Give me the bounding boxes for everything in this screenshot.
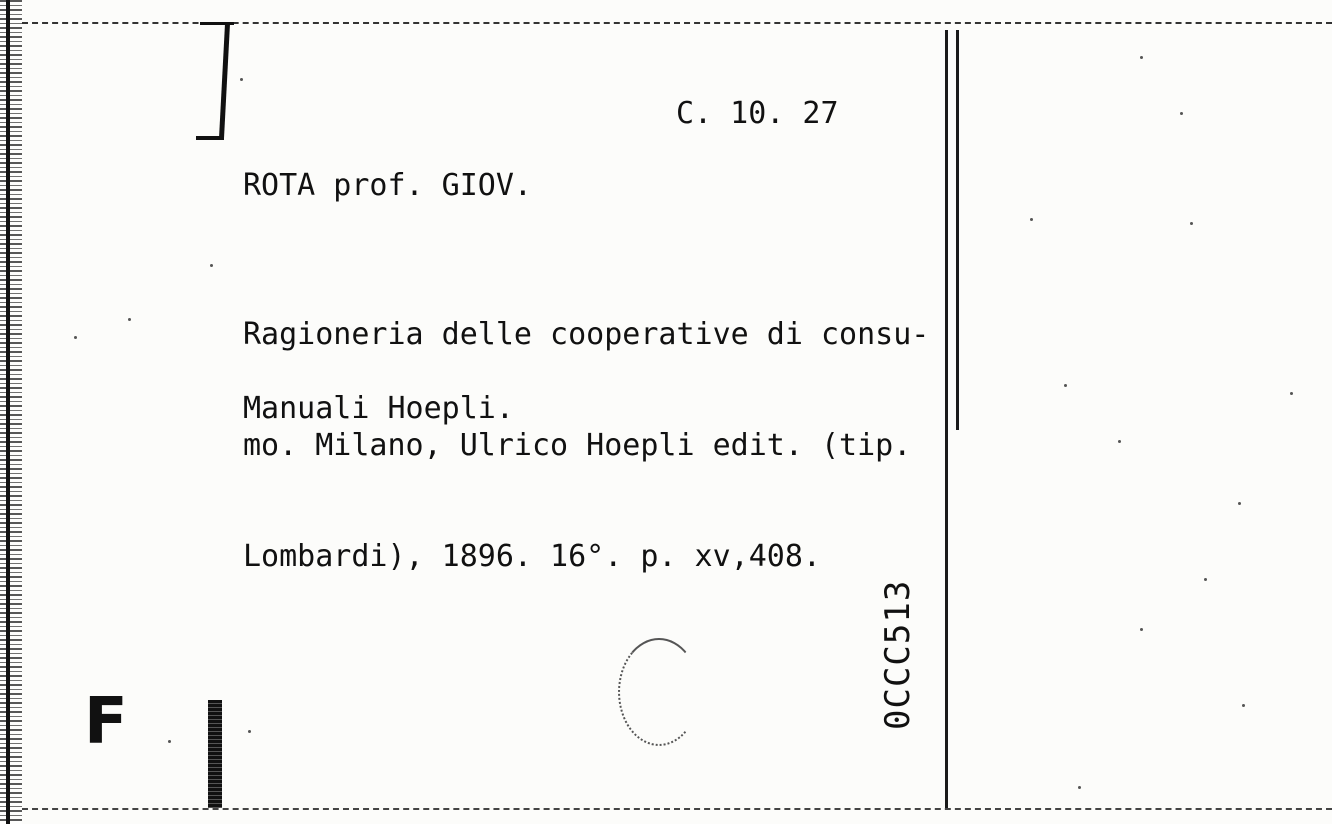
description-line: mo. Milano, Ulrico Hoepli edit. (tip. xyxy=(243,428,912,463)
description-line: Ragioneria delle cooperative di consu- xyxy=(243,317,930,352)
speck xyxy=(1078,786,1081,789)
speck xyxy=(1238,502,1241,505)
bibliographic-description xyxy=(243,242,929,649)
speck xyxy=(1118,440,1121,443)
bottom-bar-mark xyxy=(208,700,222,808)
card-bottom-edge xyxy=(22,808,1332,810)
speck xyxy=(1140,56,1143,59)
speck xyxy=(210,264,213,267)
speck xyxy=(74,336,77,339)
speck xyxy=(1290,392,1293,395)
speck xyxy=(1064,384,1067,387)
speck xyxy=(1204,578,1207,581)
speck xyxy=(1242,704,1245,707)
speck xyxy=(128,318,131,321)
speck xyxy=(168,740,171,743)
tab-mark xyxy=(219,24,230,138)
description-line: Lombardi), 1896. 16°. p. xv,408. xyxy=(243,539,821,574)
speck xyxy=(248,730,251,733)
speck xyxy=(1140,628,1143,631)
card-left-edge xyxy=(0,0,22,824)
card-column-divider xyxy=(945,30,948,808)
speck xyxy=(1190,222,1193,225)
author-heading: ROTA prof. GIOV. xyxy=(243,168,532,203)
card-left-edge-line xyxy=(6,0,10,824)
speck xyxy=(1030,218,1033,221)
card-column-divider-upper xyxy=(956,30,959,430)
speck xyxy=(1180,112,1183,115)
inventory-number: 0CCC513 xyxy=(878,579,918,730)
series-note: Manuali Hoepli. xyxy=(243,391,514,426)
call-number: C. 10. 27 xyxy=(676,96,839,131)
stamp-circle xyxy=(618,638,700,746)
speck xyxy=(240,78,243,81)
tab-mark-foot xyxy=(196,136,224,140)
margin-letter: F xyxy=(84,685,128,759)
